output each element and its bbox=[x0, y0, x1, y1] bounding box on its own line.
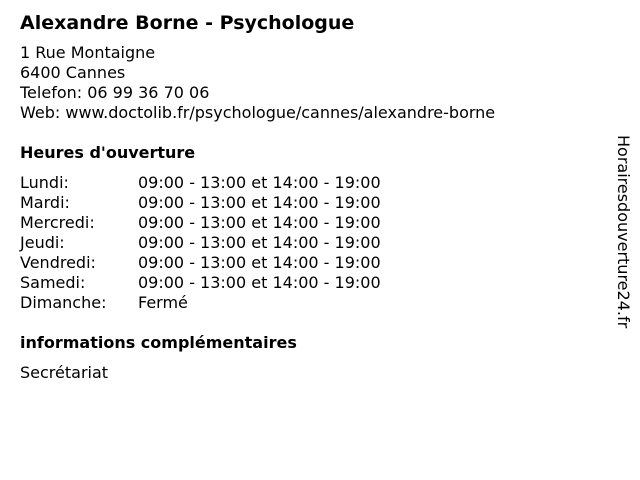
hours-row-wednesday bbox=[20, 213, 600, 233]
additional-info-heading: informations complémentaires bbox=[20, 333, 297, 352]
day-label: Mercredi: bbox=[20, 213, 95, 232]
hours-row-thursday bbox=[20, 233, 600, 253]
hours-row-monday bbox=[20, 173, 600, 193]
phone-number: Telefon: 06 99 36 70 06 bbox=[20, 83, 210, 102]
day-label: Samedi: bbox=[20, 273, 86, 292]
page-title: Alexandre Borne - Psychologue bbox=[20, 12, 355, 34]
hours-row-tuesday bbox=[20, 193, 600, 213]
time-range: 09:00 - 13:00 et 14:00 - 19:00 bbox=[138, 273, 381, 292]
opening-hours-heading: Heures d'ouverture bbox=[20, 143, 196, 162]
address-city: 6400 Cannes bbox=[20, 63, 126, 82]
day-label: Jeudi: bbox=[20, 233, 65, 252]
time-range: 09:00 - 13:00 et 14:00 - 19:00 bbox=[138, 233, 381, 252]
hours-row-sunday bbox=[20, 293, 600, 313]
time-range: 09:00 - 13:00 et 14:00 - 19:00 bbox=[138, 193, 381, 212]
website-link[interactable]: Web: www.doctolib.fr/psychologue/cannes/alexandre-borne bbox=[20, 103, 496, 122]
contact-block bbox=[20, 43, 600, 123]
time-range: 09:00 - 13:00 et 14:00 - 19:00 bbox=[138, 213, 381, 232]
time-range: 09:00 - 13:00 et 14:00 - 19:00 bbox=[138, 173, 381, 192]
day-label: Lundi: bbox=[20, 173, 69, 192]
hours-row-saturday bbox=[20, 273, 600, 293]
business-card bbox=[20, 9, 600, 383]
site-watermark-label: Horairesdouverture24.fr bbox=[614, 135, 633, 329]
day-label: Dimanche: bbox=[20, 293, 107, 312]
time-range: 09:00 - 13:00 et 14:00 - 19:00 bbox=[138, 253, 381, 272]
day-label: Mardi: bbox=[20, 193, 70, 212]
time-range: Fermé bbox=[138, 293, 188, 312]
opening-hours-table bbox=[20, 173, 600, 313]
day-label: Vendredi: bbox=[20, 253, 96, 272]
hours-row-friday bbox=[20, 253, 600, 273]
additional-info-text: Secrétariat bbox=[20, 363, 109, 382]
address-street: 1 Rue Montaigne bbox=[20, 43, 156, 62]
